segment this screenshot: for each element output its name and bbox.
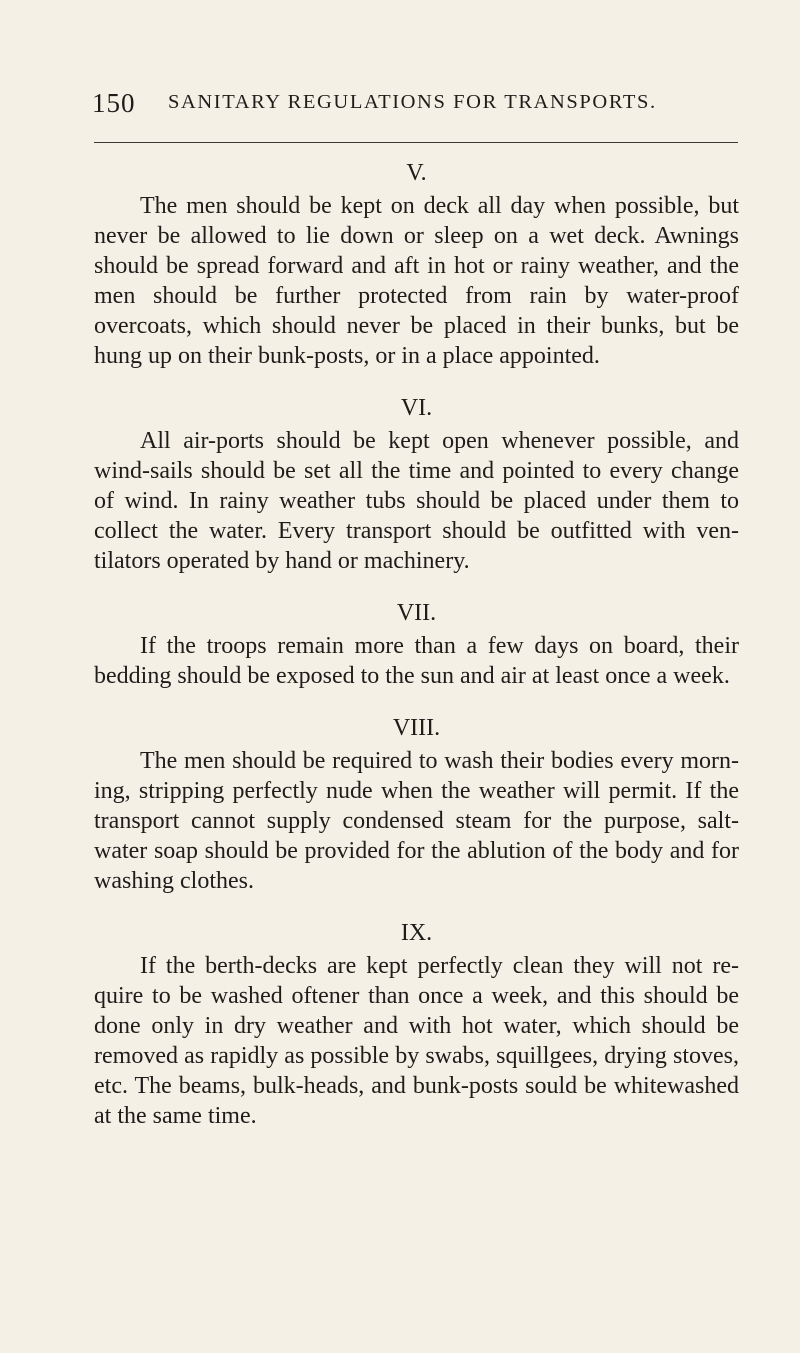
section-paragraph: If the troops remain more than a few days on board, their bedding should be exposed to the sun and air at least once a week. [94,633,739,689]
section-paragraph: The men should be required to wash their bodies every morn-ing, stripping perfectly nude when the weather will permit. If the transport cannot supply condensed steam for the purpose, salt-water soap should be provided for the ablution of the body and for washing clothes. [94,748,739,894]
section-vi [94,393,739,576]
section-paragraph: All air-ports should be kept open whenever possible, and wind-sails should be set all the time and pointed to every change of wind. In rainy weather tubs should be placed under them to collect the water. Every transport should be outfitted with ven-tilators operated by hand or machinery. [94,428,739,574]
section-heading: VIII. [392,715,441,741]
header-rule [94,142,738,143]
section-heading: VII. [396,600,437,626]
section-paragraph: The men should be kept on deck all day when possible, but never be allowed to lie down or sleep on a wet deck. Awnings should be spread forward and aft in hot or rainy weather, and the men should be further protected from rain by water-proof overcoats, which should never be placed in their bunks, but be hung up on their bunk-posts, or in a place appointed. [94,193,739,369]
section-vii [94,598,739,691]
running-head [92,88,742,120]
section-viii [94,713,739,896]
section-v [94,158,739,371]
section-heading: V. [406,160,427,186]
section-heading: IX. [400,920,433,946]
body-text [94,158,739,1153]
running-title: SANITARY REGULATIONS FOR TRANSPORTS. [168,91,657,113]
page-number: 150 [92,88,136,118]
section-paragraph: If the berth-decks are kept perfectly clean they will not re-quire to be washed oftener than once a week, and this should be done only in dry weather and with hot water, which should be removed as rapidly as possible by swabs, squillgees, drying stoves, etc. The beams, bulk-heads, and bunk-posts sould be whitewashed at the same time. [94,953,739,1129]
section-heading: VI. [400,395,433,421]
section-ix [94,918,739,1131]
